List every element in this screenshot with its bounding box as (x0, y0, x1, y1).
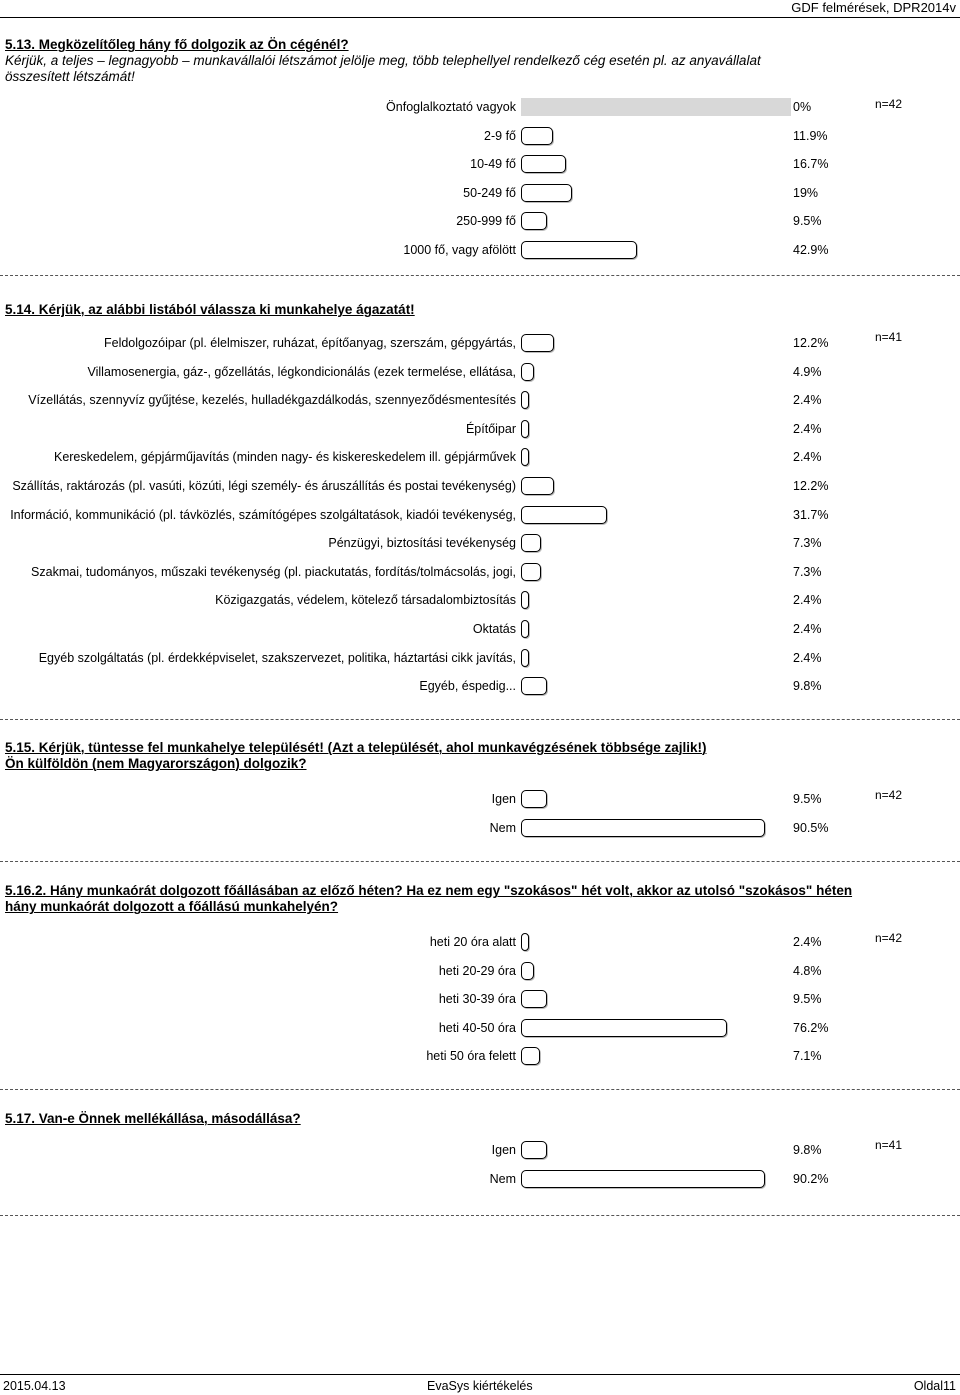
answer-row (0, 241, 960, 261)
answer-bar (521, 591, 529, 609)
answer-bar (521, 420, 529, 438)
answer-percent: 9.5% (793, 214, 822, 229)
answer-bar (521, 212, 547, 230)
answer-bar (521, 1141, 547, 1159)
section-separator (0, 1089, 960, 1090)
answer-row (0, 391, 960, 411)
answer-bar (521, 391, 529, 409)
answer-bar (521, 241, 637, 259)
answer-percent: 2.4% (793, 393, 822, 408)
answer-row (0, 563, 960, 583)
answer-label: heti 50 óra felett (426, 1049, 516, 1064)
answer-bar (521, 819, 765, 837)
answer-row (0, 933, 960, 953)
answer-percent: 11.9% (793, 128, 828, 143)
section-separator (0, 275, 960, 276)
answer-bar (521, 363, 534, 381)
answer-label: Építőipar (465, 421, 516, 436)
answer-bar (521, 155, 566, 173)
answer-percent: 2.4% (793, 650, 822, 665)
answer-label: Pénzügyi, biztosítási tevékenység (328, 536, 516, 551)
answer-label: Igen (491, 792, 516, 806)
answer-row (0, 990, 960, 1010)
answer-row (0, 649, 960, 669)
answer-label: 10-49 fő (470, 157, 516, 172)
answer-percent: 7.3% (793, 536, 822, 551)
answer-percent: 31.7% (793, 507, 829, 522)
answer-label: Egyéb, éspedig... (419, 679, 516, 694)
answer-row (0, 155, 960, 175)
answer-label: Közigazgatás, védelem, kötelező társadalombiztosítás (215, 593, 516, 608)
answer-percent: 9.8% (793, 1143, 822, 1157)
answer-bar (521, 962, 534, 980)
header-divider (0, 17, 960, 18)
q517-sample-size: n=41 (875, 1138, 903, 1152)
answer-percent: 9.5% (793, 792, 822, 806)
answer-label: heti 40-50 óra (438, 1020, 516, 1035)
answer-row (0, 448, 960, 468)
answer-row (0, 620, 960, 640)
footer-date: 2015.04.13 (3, 1379, 66, 1393)
answer-row (0, 363, 960, 383)
q517-title: 5.17. Van-e Önnek mellékállása, másodállása? (5, 1111, 301, 1126)
answer-label: Villamosenergia, gáz-, gőzellátás, légkondicionálás (ezek termelése, ellátása, (87, 364, 516, 379)
answer-bar (521, 933, 529, 951)
answer-bar (521, 563, 541, 581)
answer-bar (521, 184, 572, 202)
answer-bar (521, 506, 607, 524)
answer-label: 50-249 fő (463, 185, 516, 200)
q513-sample-size: n=42 (875, 97, 903, 111)
answer-percent: 2.4% (793, 450, 822, 465)
answer-percent: 2.4% (793, 593, 822, 608)
answer-percent: 19% (793, 185, 819, 200)
answer-row (0, 790, 960, 810)
section-separator (0, 861, 960, 862)
answer-percent: 2.4% (793, 935, 822, 949)
answer-row (0, 819, 960, 839)
answer-row (0, 1170, 960, 1190)
answer-percent: 90.5% (793, 820, 829, 835)
answer-row (0, 534, 960, 554)
q514-title: 5.14. Kérjük, az alábbi listából válassza ki munkahelye ágazatát! (5, 302, 415, 317)
answer-row (0, 477, 960, 497)
answer-row (0, 1019, 960, 1039)
answer-row (0, 127, 960, 147)
answer-label: heti 30-39 óra (438, 992, 516, 1007)
footer-page-number: Oldal11 (913, 1379, 956, 1393)
answer-label: 2-9 fő (484, 128, 516, 143)
answer-percent: 76.2% (793, 1020, 829, 1035)
answer-row (0, 212, 960, 232)
answer-percent: 0% (793, 100, 812, 114)
q513-subtitle-1: Kérjük, a teljes – legnagyobb – munkavállalói létszámot jelölje meg, több telephellyel rendelkező cég esetén pl. az anyavállalat (5, 53, 761, 68)
answer-label: Nem (489, 820, 516, 835)
answer-bar (521, 1019, 727, 1037)
answer-label: Önfoglalkoztató vagyok (386, 100, 516, 114)
answer-percent: 4.8% (793, 963, 822, 978)
answer-label: Szakmai, tudományos, műszaki tevékenység (pl. piackutatás, fordítás/tolmácsolás, jogi, (31, 564, 516, 579)
q514-sample-size: n=41 (875, 330, 903, 344)
answer-percent: 4.9% (793, 364, 822, 379)
answer-row (0, 184, 960, 204)
answer-label: heti 20-29 óra (438, 963, 516, 978)
footer-divider (0, 1374, 960, 1375)
answer-bar (521, 477, 554, 495)
answer-percent: 2.4% (793, 622, 822, 636)
answer-label: 1000 fő, vagy afölött (403, 243, 516, 257)
answer-percent: 9.5% (793, 992, 822, 1007)
answer-bar (521, 790, 547, 808)
answer-label: Szállítás, raktározás (pl. vasúti, közúti, légi személy- és áruszállítás és postai tevékenység) (12, 479, 516, 493)
answer-label: Vízellátás, szennyvíz gyűjtése, kezelés, hulladékgazdálkodás, szennyeződésmentesítés (28, 393, 516, 408)
answer-bar (521, 990, 547, 1008)
answer-percent: 9.8% (793, 679, 822, 694)
q513-title: 5.13. Megközelítőleg hány fő dolgozik az Ön cégénél? (5, 37, 349, 52)
q5162-title-line-1: 5.16.2. Hány munkaórát dolgozott főállásában az előző héten? Ha ez nem egy "szokásos" hét volt, akkor az utolsó "szokásos" héten (5, 883, 853, 898)
footer-center-text: EvaSys kiértékelés (427, 1379, 533, 1393)
answer-percent: 2.4% (793, 421, 822, 436)
answer-bar (521, 1170, 765, 1188)
answer-row (0, 962, 960, 982)
header-report-name: GDF felmérések, DPR2014v (791, 0, 956, 15)
answer-label: Információ, kommunikáció (pl. távközlés, számítógépes szolgáltatások, kiadói tevékenység, (10, 507, 516, 522)
answer-row (0, 334, 960, 354)
answer-label: Feldolgozóipar (pl. élelmiszer, ruházat, építőanyag, szerszám, gépgyártás, (103, 336, 516, 350)
answer-bar (521, 448, 529, 466)
answer-percent: 12.2% (793, 336, 829, 350)
answer-percent: 42.9% (793, 243, 829, 257)
answer-bar (521, 1047, 540, 1065)
section-separator (0, 719, 960, 720)
answer-bar (521, 534, 541, 552)
answer-label: heti 20 óra alatt (429, 935, 516, 949)
answer-bar (521, 649, 529, 667)
answer-row (0, 506, 960, 526)
answer-bar (521, 677, 547, 695)
answer-bar (521, 98, 791, 116)
answer-percent: 7.3% (793, 564, 822, 579)
q513-subtitle-2: összesített létszámát! (5, 69, 135, 84)
answer-row (0, 420, 960, 440)
answer-percent: 16.7% (793, 157, 829, 172)
answer-bar (521, 620, 529, 638)
answer-row (0, 677, 960, 697)
answer-bar (521, 127, 553, 145)
answer-label: Oktatás (472, 622, 516, 636)
q515-sample-size: n=42 (875, 788, 903, 802)
q515-title-line-2: Ön külföldön (nem Magyarországon) dolgozik? (5, 756, 307, 771)
answer-percent: 12.2% (793, 479, 829, 493)
answer-label: Egyéb szolgáltatás (pl. érdekképviselet, szakszervezet, politika, háztartási cikk javítás, (38, 650, 516, 665)
answer-row (0, 591, 960, 611)
answer-label: Nem (489, 1171, 516, 1186)
q515-title-line-1: 5.15. Kérjük, tüntesse fel munkahelye települését! (Azt a települését, ahol munkavégzésének többsége zajlik!) (5, 740, 707, 755)
answer-percent: 7.1% (793, 1049, 822, 1064)
answer-row (0, 1141, 960, 1161)
answer-label: 250-999 fő (456, 214, 516, 229)
answer-label: Igen (491, 1143, 516, 1157)
answer-row (0, 98, 960, 118)
answer-label: Kereskedelem, gépjárműjavítás (minden nagy- és kiskereskedelem ill. gépjárművek (53, 450, 516, 465)
answer-bar (521, 334, 554, 352)
q5162-title-line-2: hány munkaórát dolgozott a főállású munkahelyén? (5, 899, 339, 914)
answer-row (0, 1047, 960, 1067)
section-separator (0, 1215, 960, 1216)
q5162-sample-size: n=42 (875, 931, 903, 945)
answer-percent: 90.2% (793, 1171, 829, 1186)
